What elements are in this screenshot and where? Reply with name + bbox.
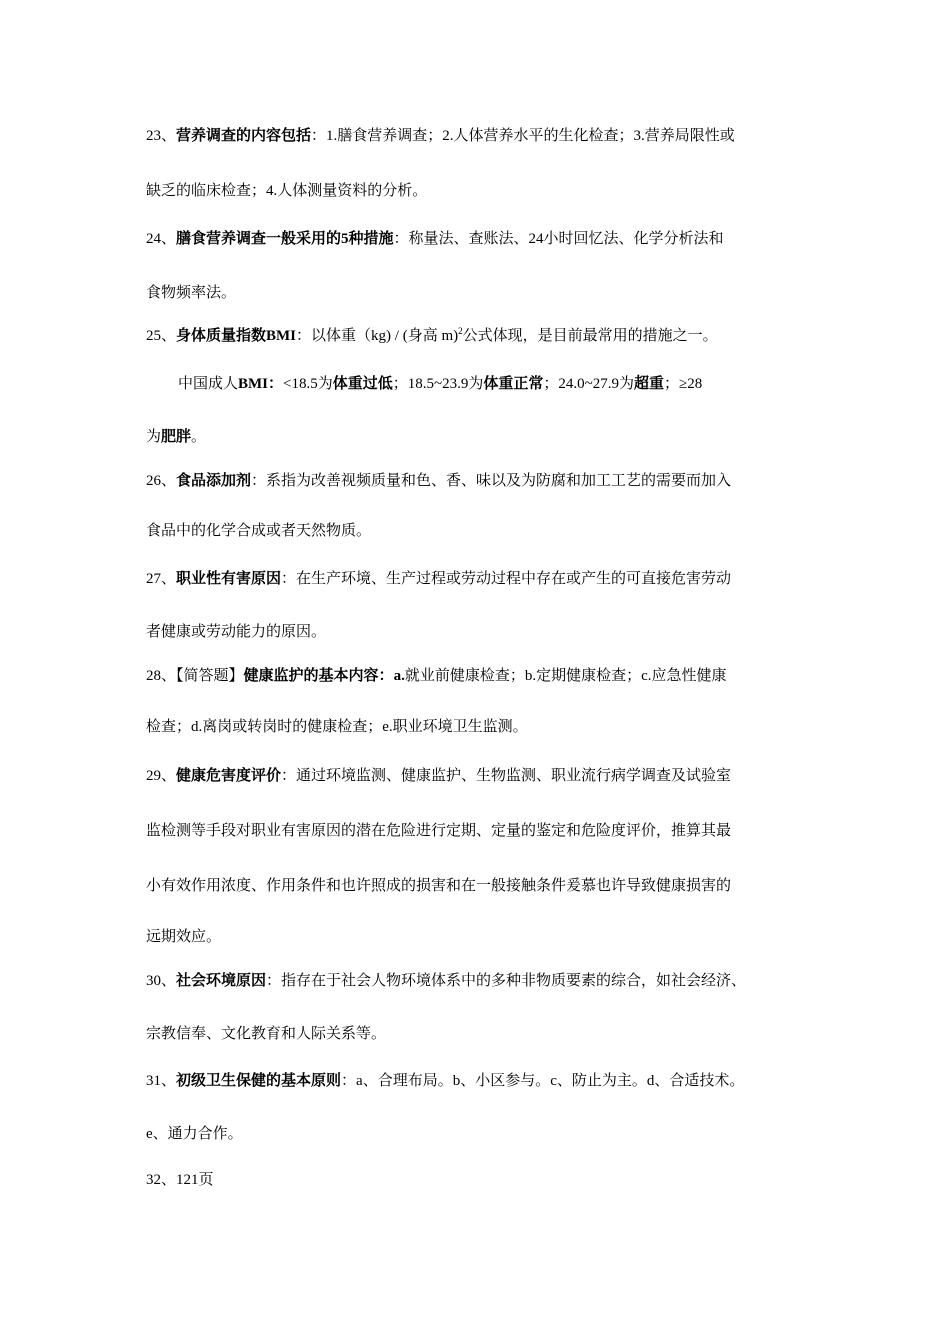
item-text: 就业前健康检查；b.定期健康检查；c.应急性健康 — [404, 668, 727, 684]
item-term: 社会环境原因 — [176, 973, 267, 989]
item-text: 1.膳食营养调查；2.人体营养水平的生化检查；3.营养局限性或 — [326, 128, 735, 144]
item-prefix: 【简答题】 — [176, 668, 244, 684]
item-text: 以体重（kg) / (身高 m) — [311, 328, 459, 344]
colon: ： — [281, 571, 297, 587]
list-marker: a. — [393, 668, 405, 684]
item-term: 健康危害度评价 — [176, 768, 282, 784]
colon: ： — [311, 128, 327, 144]
item-number: 23、 — [146, 128, 177, 144]
item-29-line-2: 监检测等手段对职业有害原因的潜在危险进行定期、定量的鉴定和危险度评价，推算其最 — [146, 823, 732, 839]
item-23-line-2: 缺乏的临床检查；4.人体测量资料的分析。 — [146, 183, 428, 199]
item-text: 在生产环境、生产过程或劳动过程中存在或产生的可直接危害劳动 — [296, 571, 732, 587]
item-29-line-3: 小有效作用浓度、作用条件和也许照成的损害和在一般接触条件爰慕也许导致健康损害的 — [146, 878, 732, 894]
bmi-range: ；24.0~27.9为 — [543, 376, 635, 392]
item-term: 健康监护的基本内容 — [243, 668, 379, 684]
item-term: 初级卫生保健的基本原则 — [176, 1073, 342, 1089]
item-28-line-2: 检查；d.离岗或转岗时的健康检查；e.职业环境卫生监测。 — [146, 719, 528, 735]
item-26-line-1 — [146, 471, 826, 491]
bmi-range: <18.5为 — [283, 376, 333, 392]
item-text: 公式体现，是目前最常用的措施之一。 — [462, 328, 718, 344]
item-number: 28、 — [146, 668, 177, 684]
item-24-line-1 — [146, 229, 826, 249]
item-text: 系指为改善视频质量和色、香、味以及为防腐和加工工艺的需要而加入 — [266, 473, 732, 489]
item-26-line-2: 食品中的化学合成或者天然物质。 — [146, 523, 372, 539]
item-30-line-2: 宗教信奉、文化教育和人际关系等。 — [146, 1026, 387, 1042]
colon: ： — [268, 376, 284, 392]
bmi-range: ；18.5~23.9为 — [392, 376, 484, 392]
colon: ： — [378, 668, 394, 684]
item-text: 指存在于社会人物环境体系中的多种非物质要素的综合，如社会经济、 — [281, 973, 747, 989]
item-27-line-1 — [146, 569, 826, 589]
bmi-category: 体重正常 — [483, 376, 544, 392]
item-31-line-1 — [146, 1071, 826, 1091]
item-term: 营养调查的内容包括 — [176, 128, 312, 144]
colon: ： — [251, 473, 267, 489]
item-number: 24、 — [146, 231, 177, 247]
bmi-text: 为 — [146, 429, 162, 445]
item-28-line-1 — [146, 666, 826, 686]
item-number: 27、 — [146, 571, 177, 587]
item-30-line-1 — [146, 971, 826, 991]
item-29-line-1 — [146, 766, 826, 786]
item-text: 121页 — [176, 1172, 214, 1188]
item-number: 31、 — [146, 1073, 177, 1089]
bmi-category: 超重 — [634, 376, 665, 392]
item-23-line-1 — [146, 126, 826, 146]
bmi-prefix: 中国成人 — [178, 376, 239, 392]
colon: ： — [393, 231, 409, 247]
item-term: 食品添加剂 — [176, 473, 252, 489]
item-number: 32、 — [146, 1172, 177, 1188]
bmi-range: ；≥28 — [664, 376, 703, 392]
item-number: 29、 — [146, 768, 177, 784]
colon: ： — [281, 768, 297, 784]
item-term: 职业性有害原因 — [176, 571, 282, 587]
bmi-category: 肥胖 — [161, 429, 192, 445]
superscript: 2 — [458, 326, 463, 336]
item-term: 身体质量指数BMI — [176, 328, 297, 344]
bmi-category: 体重过低 — [332, 376, 393, 392]
item-text: 称量法、查账法、24小时回忆法、化学分析法和 — [408, 231, 724, 247]
item-31-line-2: e、通力合作。 — [146, 1126, 243, 1142]
item-number: 25、 — [146, 328, 177, 344]
item-text: a、合理布局。b、小区参与。c、防止为主。d、合适技术。 — [356, 1073, 745, 1089]
item-term: 膳食营养调查一般采用的5种措施 — [176, 231, 394, 247]
item-27-line-2: 者健康或劳动能力的原因。 — [146, 624, 327, 640]
bmi-line-2 — [146, 427, 826, 447]
item-29-line-4: 远期效应。 — [146, 929, 222, 945]
item-number: 30、 — [146, 973, 177, 989]
item-25-line-1 — [146, 326, 826, 346]
colon: ： — [266, 973, 282, 989]
bmi-label: BMI — [238, 376, 269, 392]
item-text: 通过环境监测、健康监护、生物监测、职业流行病学调查及试验室 — [296, 768, 732, 784]
item-number: 26、 — [146, 473, 177, 489]
item-32-line-1 — [146, 1170, 826, 1190]
item-24-line-2: 食物频率法。 — [146, 285, 237, 301]
bmi-text: 。 — [191, 429, 207, 445]
bmi-line-1 — [178, 374, 858, 394]
colon: ： — [341, 1073, 357, 1089]
colon: ： — [296, 328, 312, 344]
